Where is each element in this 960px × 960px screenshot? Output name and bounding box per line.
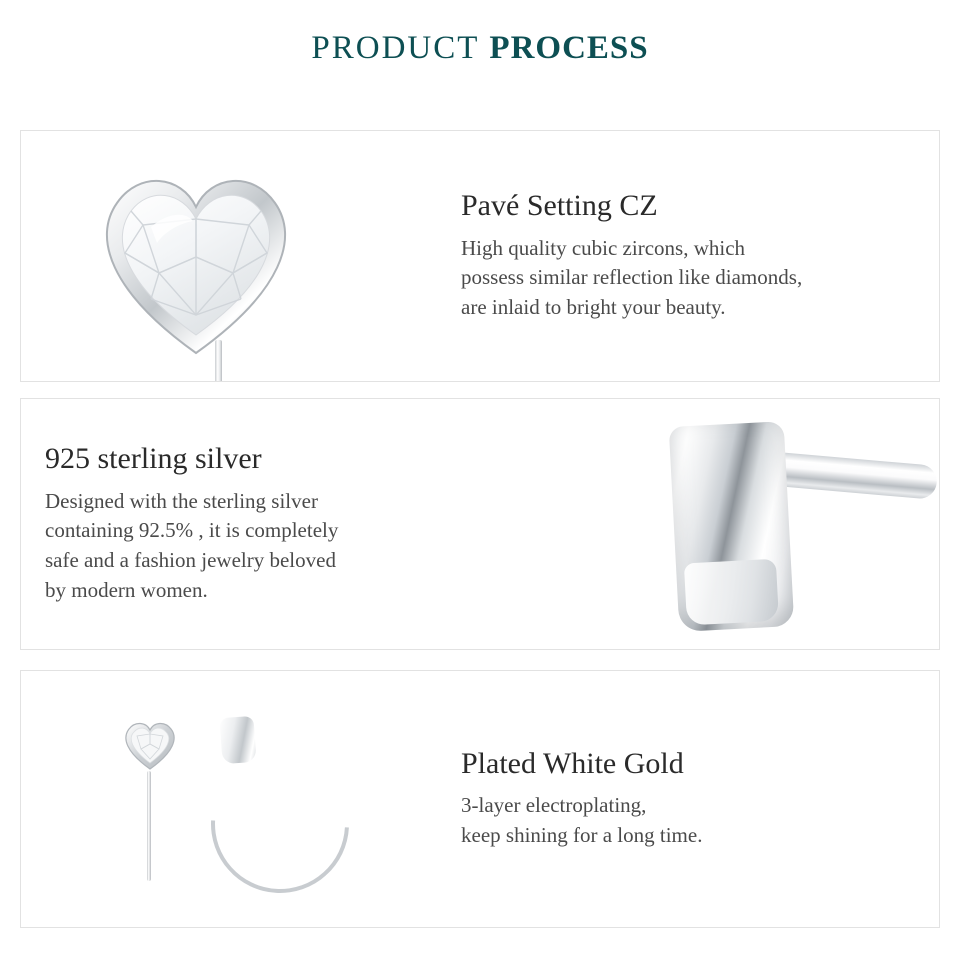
- heart-cz-icon: [81, 145, 311, 375]
- body-line: containing 92.5% , it is completely: [45, 518, 339, 543]
- earring-pair-illustration: [61, 689, 411, 909]
- body-line: safe and a fashion jewelry beloved: [45, 548, 336, 573]
- body-line: keep shining for a long time.: [461, 823, 703, 848]
- section-headline: Pavé Setting CZ: [461, 189, 658, 223]
- silver-bar-illustration: [499, 399, 929, 650]
- earring-post: [147, 771, 151, 881]
- body-line: are inlaid to bright your beauty.: [461, 295, 726, 320]
- heart-gem-illustration: [81, 145, 311, 375]
- section-card-plated-white-gold: [20, 670, 940, 928]
- section-copy-pave-setting-cz: [451, 189, 939, 323]
- section-headline: Plated White Gold: [461, 746, 684, 780]
- earring-back-cap: [219, 716, 256, 764]
- section-card-pave-setting-cz: [20, 130, 940, 382]
- section-body: [45, 487, 489, 606]
- section-copy-925-sterling-silver: [21, 442, 509, 606]
- body-line: by modern women.: [45, 578, 208, 603]
- mini-heart-cz-icon: [119, 713, 181, 775]
- silver-bar-head: [669, 421, 795, 632]
- earring-pair-image: [21, 671, 451, 927]
- silver-bar-neck: [776, 452, 938, 500]
- page-title-bold: PROCESS: [489, 30, 649, 66]
- body-line: possess similar reflection like diamonds,: [461, 265, 803, 290]
- section-body: [461, 234, 909, 323]
- heart-cz-stud-image: [21, 131, 451, 381]
- polished-silver-bar-image: [509, 399, 939, 649]
- section-card-925-sterling-silver: [20, 398, 940, 650]
- body-line: 3-layer electroplating,: [461, 793, 647, 818]
- body-line: Designed with the sterling silver: [45, 488, 318, 513]
- page-title: [0, 0, 960, 67]
- earring-hook-wire: [183, 727, 378, 922]
- section-headline: 925 sterling silver: [45, 442, 262, 476]
- body-line: High quality cubic zircons, which: [461, 235, 746, 260]
- section-body: [461, 791, 909, 851]
- page-title-light: PRODUCT: [311, 30, 480, 66]
- earring-post: [215, 340, 222, 382]
- section-copy-plated-white-gold: [451, 747, 939, 851]
